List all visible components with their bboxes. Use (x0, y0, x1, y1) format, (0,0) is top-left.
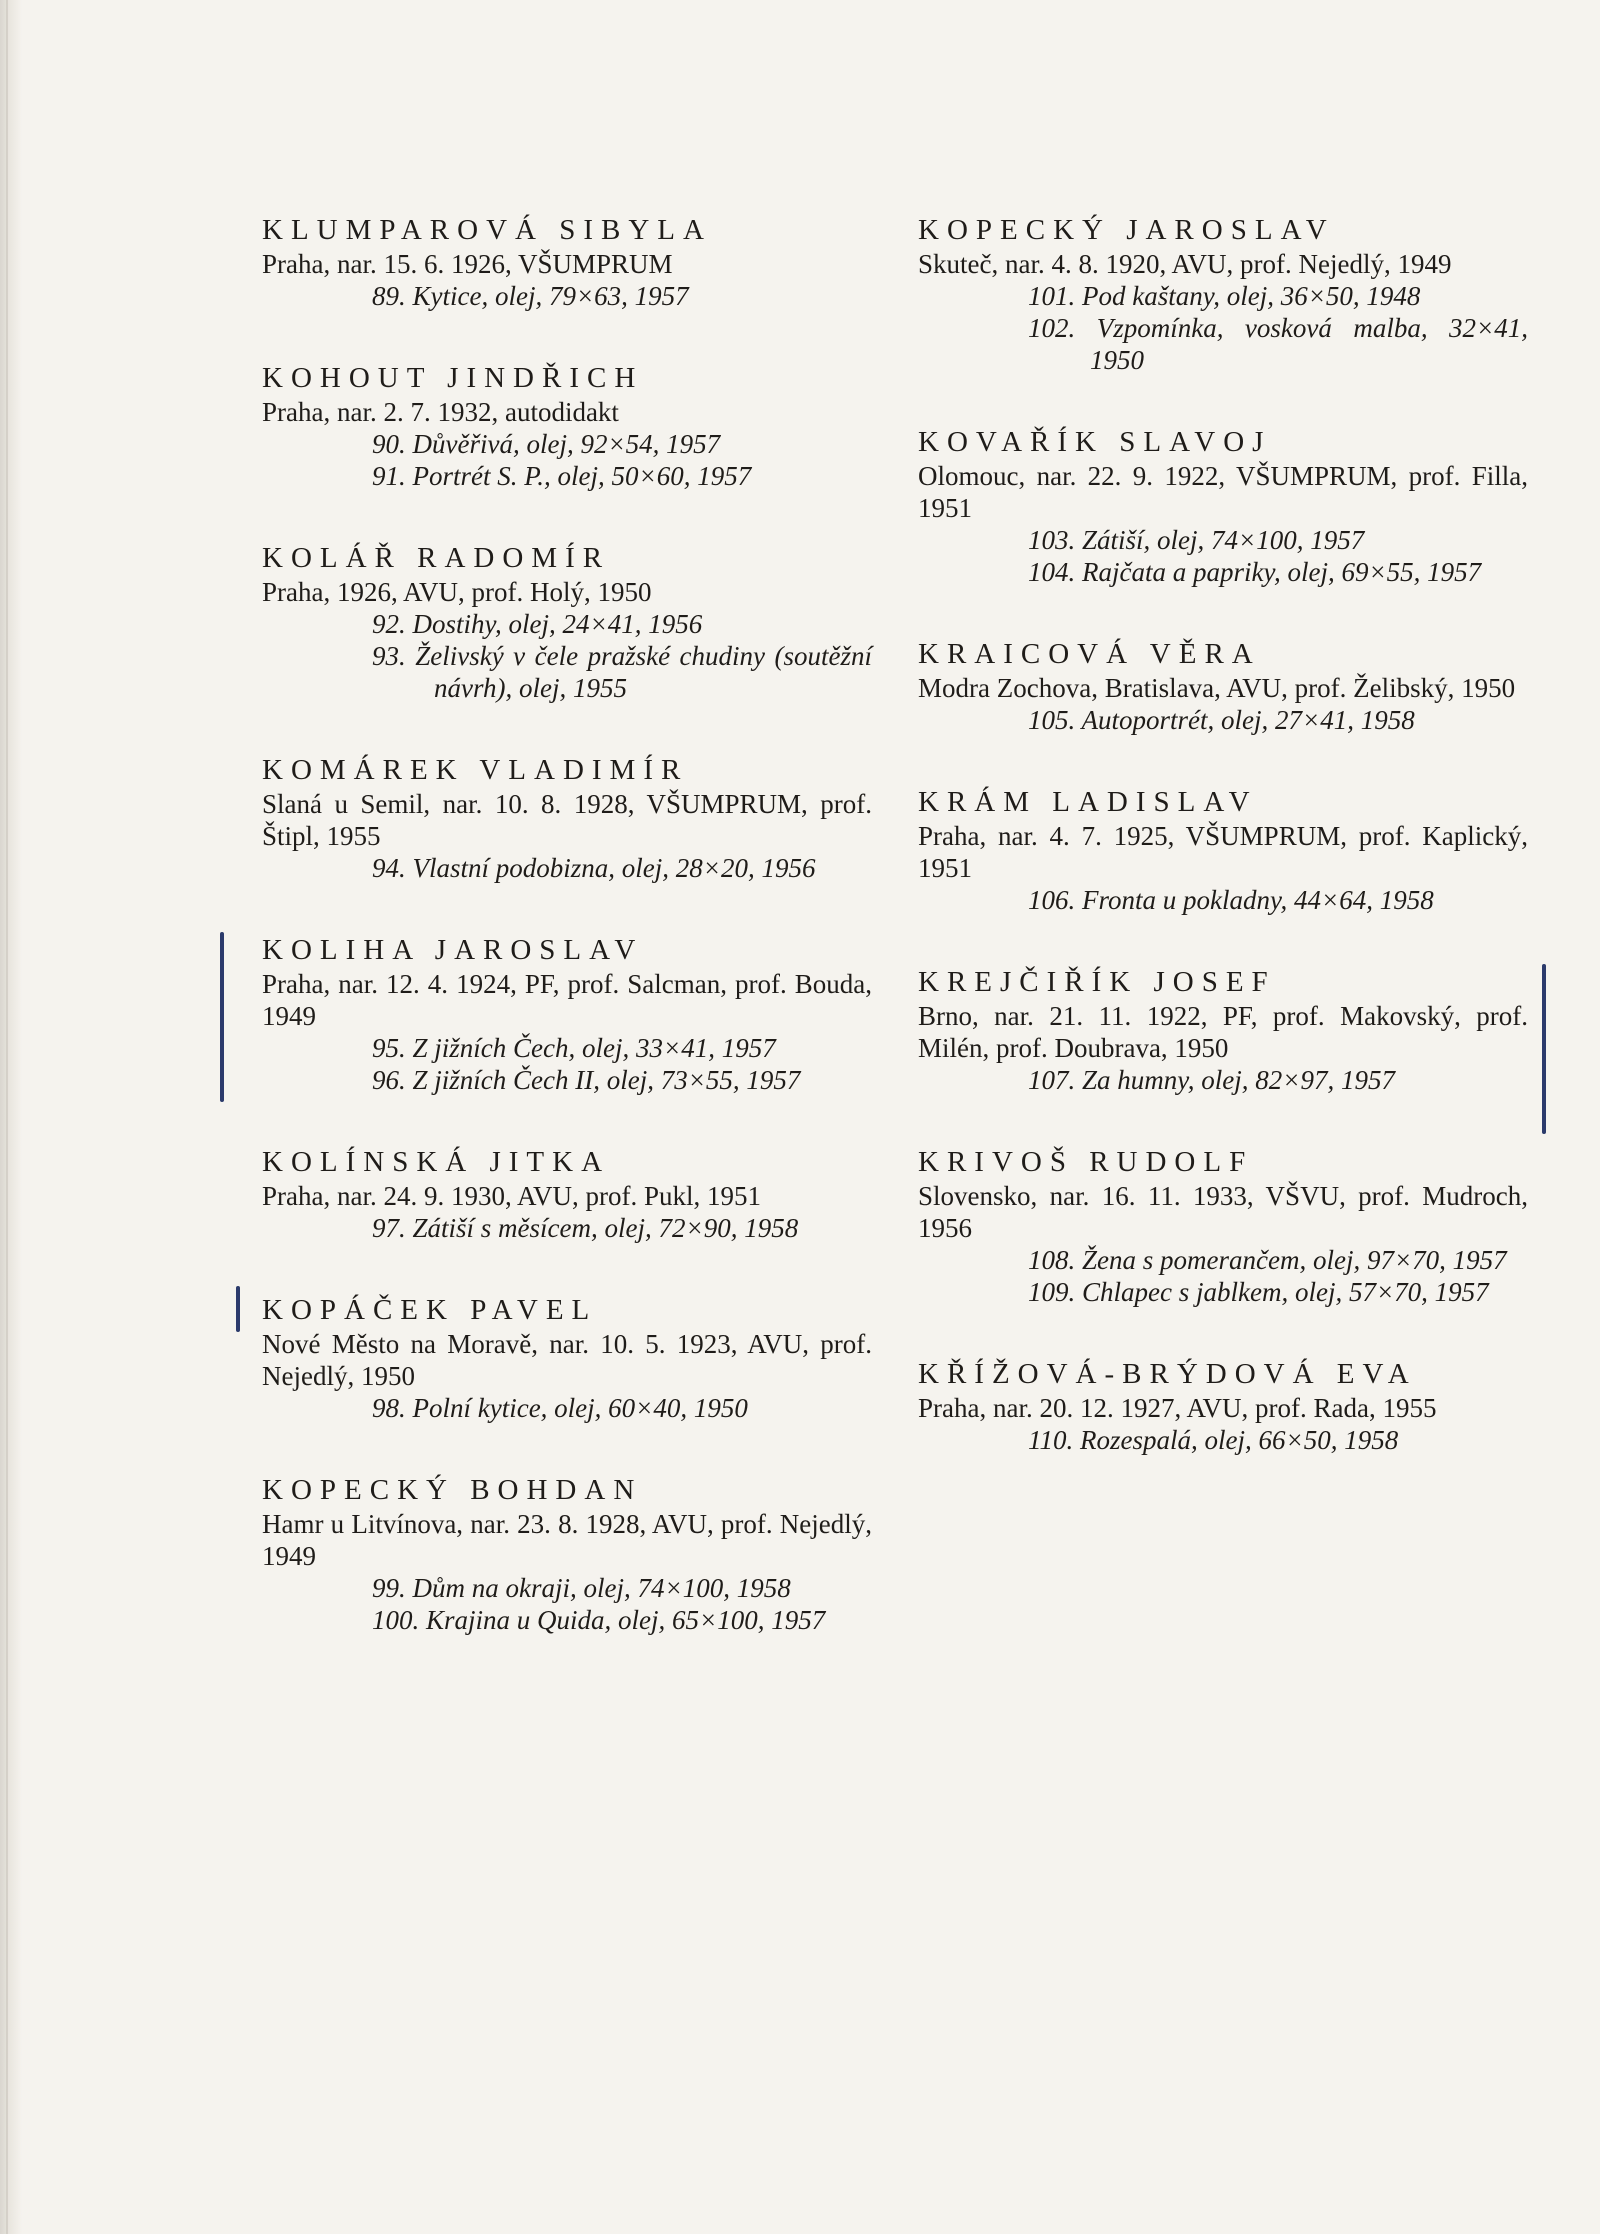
entry-kopecky-bohdan (262, 1472, 872, 1636)
artwork: 89. Kytice, olej, 79×63, 1957 (372, 281, 689, 311)
artwork: 97. Zátiší s měsícem, olej, 72×90, 1958 (372, 1213, 799, 1243)
artist-name: KOLIHA JAROSLAV (262, 934, 644, 966)
artwork: 101. Pod kaštany, olej, 36×50, 1948 (1028, 281, 1421, 311)
artist-bio: Praha, nar. 20. 12. 1927, AVU, prof. Rada, 1955 (918, 1393, 1437, 1423)
pen-margin-mark (220, 932, 224, 1102)
entry-kolar (262, 540, 872, 704)
artist-name: KOHOUT JINDŘICH (262, 362, 644, 394)
artist-bio: Praha, nar. 2. 7. 1932, autodidakt (262, 397, 619, 427)
artist-bio: Praha, nar. 12. 4. 1924, PF, prof. Salcman, prof. Bouda, 1949 (262, 969, 872, 1031)
artist-name: KOLÍNSKÁ JITKA (262, 1146, 611, 1178)
artist-bio: Brno, nar. 21. 11. 1922, PF, prof. Makovský, prof. Milén, prof. Doubrava, 1950 (918, 1001, 1528, 1063)
artwork: 98. Polní kytice, olej, 60×40, 1950 (372, 1393, 748, 1423)
entry-kohout (262, 360, 872, 492)
right-column (918, 212, 1528, 1504)
artist-bio: Slaná u Semil, nar. 10. 8. 1928, VŠUMPRUM, prof. Štipl, 1955 (262, 789, 872, 851)
artist-name: KRIVOŠ RUDOLF (918, 1146, 1254, 1178)
artist-name: KŘÍŽOVÁ-BRÝDOVÁ EVA (918, 1358, 1417, 1390)
artwork: 109. Chlapec s jablkem, olej, 57×70, 1957 (1028, 1277, 1489, 1307)
entry-kolinska (262, 1144, 872, 1244)
artist-bio: Praha, nar. 15. 6. 1926, VŠUMPRUM (262, 249, 673, 279)
artist-name: KOMÁREK VLADIMÍR (262, 754, 689, 786)
page-edge (0, 0, 22, 2234)
artist-bio: Praha, nar. 4. 7. 1925, VŠUMPRUM, prof. Kaplický, 1951 (918, 821, 1528, 883)
artwork: 104. Rajčata a papriky, olej, 69×55, 1957 (1028, 557, 1482, 587)
entry-krivos (918, 1144, 1528, 1308)
entry-kovarik (918, 424, 1528, 588)
artist-bio: Praha, nar. 24. 9. 1930, AVU, prof. Pukl, 1951 (262, 1181, 761, 1211)
artwork: 106. Fronta u pokladny, 44×64, 1958 (1028, 885, 1434, 915)
entry-klumparova (262, 212, 872, 312)
artist-bio: Slovensko, nar. 16. 11. 1933, VŠVU, prof. Mudroch, 1956 (918, 1181, 1528, 1243)
artwork: 96. Z jižních Čech II, olej, 73×55, 1957 (372, 1065, 801, 1095)
entry-kopacek (262, 1292, 872, 1424)
artist-name: KRÁM LADISLAV (918, 786, 1258, 818)
artist-name: KOPECKÝ BOHDAN (262, 1474, 643, 1506)
artwork: 108. Žena s pomerančem, olej, 97×70, 1957 (1028, 1245, 1507, 1275)
artwork: 99. Dům na okraji, olej, 74×100, 1958 (372, 1573, 791, 1603)
artist-bio: Skuteč, nar. 4. 8. 1920, AVU, prof. Nejedlý, 1949 (918, 249, 1452, 279)
artwork: 102. Vzpomínka, vosková malba, 32×41, 1950 (1028, 313, 1528, 375)
artwork: 94. Vlastní podobizna, olej, 28×20, 1956 (372, 853, 816, 883)
artist-bio: Hamr u Litvínova, nar. 23. 8. 1928, AVU, prof. Nejedlý, 1949 (262, 1509, 872, 1571)
artwork: 95. Z jižních Čech, olej, 33×41, 1957 (372, 1033, 776, 1063)
pen-margin-mark (236, 1286, 240, 1332)
artwork: 92. Dostihy, olej, 24×41, 1956 (372, 609, 703, 639)
artist-bio: Nové Město na Moravě, nar. 10. 5. 1923, AVU, prof. Nejedlý, 1950 (262, 1329, 872, 1391)
artist-bio: Olomouc, nar. 22. 9. 1922, VŠUMPRUM, prof. Filla, 1951 (918, 461, 1528, 523)
entry-krizova-brydova (918, 1356, 1528, 1456)
artist-name: KRAICOVÁ VĚRA (918, 638, 1261, 670)
pen-margin-mark (1542, 964, 1546, 1134)
artwork: 110. Rozespalá, olej, 66×50, 1958 (1028, 1425, 1399, 1455)
artist-name: KOLÁŘ RADOMÍR (262, 542, 611, 574)
artwork: 100. Krajina u Quida, olej, 65×100, 1957 (372, 1605, 826, 1635)
left-column (262, 212, 872, 1684)
artist-name: KOVAŘÍK SLAVOJ (918, 426, 1272, 458)
artist-bio: Praha, 1926, AVU, prof. Holý, 1950 (262, 577, 652, 607)
artist-name: KREJČIŘÍK JOSEF (918, 966, 1276, 998)
entry-kram (918, 784, 1528, 916)
artwork: 90. Důvěřivá, olej, 92×54, 1957 (372, 429, 721, 459)
entry-krejcirik (918, 964, 1528, 1096)
entry-komarek (262, 752, 872, 884)
entry-kopecky-jaroslav (918, 212, 1528, 376)
artist-name: KOPECKÝ JAROSLAV (918, 214, 1335, 246)
artist-name: KOPÁČEK PAVEL (262, 1294, 598, 1326)
artwork: 103. Zátiší, olej, 74×100, 1957 (1028, 525, 1365, 555)
entry-kraicova (918, 636, 1528, 736)
artist-bio: Modra Zochova, Bratislava, AVU, prof. Želibský, 1950 (918, 673, 1516, 703)
artwork: 91. Portrét S. P., olej, 50×60, 1957 (372, 461, 752, 491)
artist-name: KLUMPAROVÁ SIBYLA (262, 214, 712, 246)
entry-koliha (262, 932, 872, 1096)
artwork: 107. Za humny, olej, 82×97, 1957 (1028, 1065, 1395, 1095)
artwork: 93. Želivský v čele pražské chudiny (soutěžní návrh), olej, 1955 (372, 641, 872, 703)
artwork: 105. Autoportrét, olej, 27×41, 1958 (1028, 705, 1415, 735)
